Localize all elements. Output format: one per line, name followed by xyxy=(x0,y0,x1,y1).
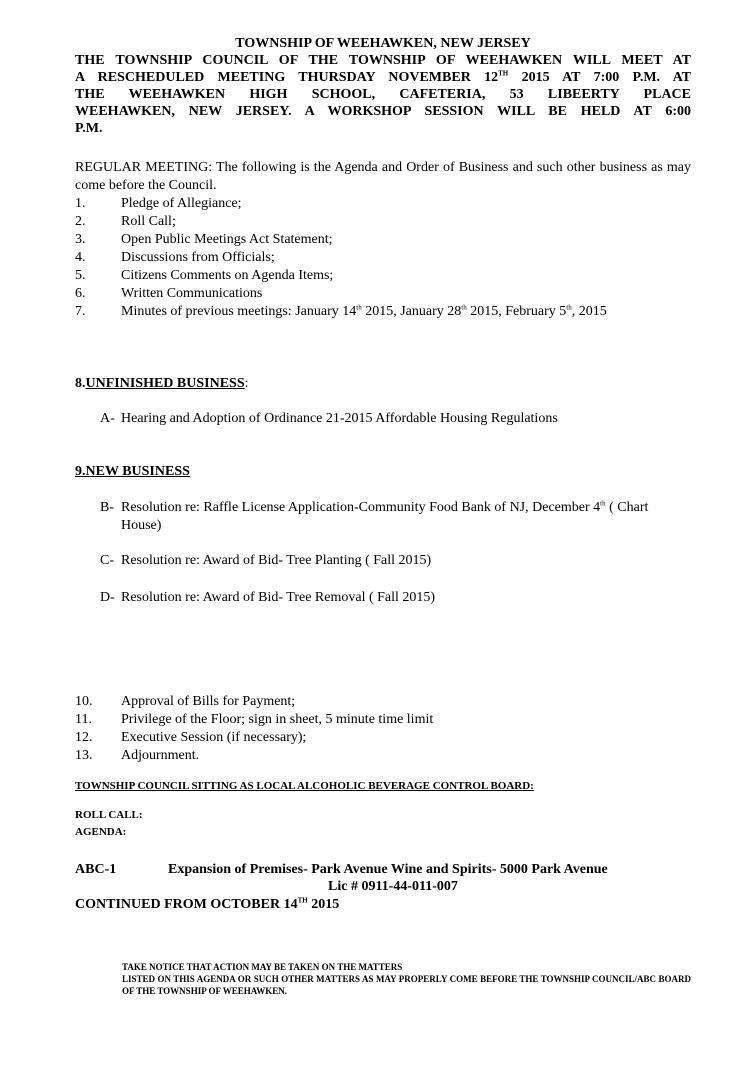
item-text: Written Communications xyxy=(121,286,263,301)
item-number: 10. xyxy=(75,694,93,709)
ordinal-sup: th xyxy=(566,303,572,312)
notice-line-4: WEEHAWKEN, NEW JERSEY. A WORKSHOP SESSION WILL BE HELD AT 6:00 xyxy=(75,104,691,119)
notice-line-2-rest: 2015 AT 7:00 P.M. AT xyxy=(508,70,691,85)
footer-line-1: TAKE NOTICE THAT ACTION MAY BE TAKEN ON THE MATTERS xyxy=(122,962,403,972)
notice-line-3: THE WEEHAWKEN HIGH SCHOOL, CAFETERIA, 53 LIBEERTY PLACE xyxy=(75,87,691,102)
minutes-text: Minutes of previous meetings: January 14 xyxy=(121,304,357,319)
minutes-text: , 2015 xyxy=(571,304,607,319)
item-text: Open Public Meetings Act Statement; xyxy=(121,232,333,247)
unfinished-business-heading xyxy=(75,375,249,393)
item-label: A- xyxy=(100,411,115,426)
section-title: UNFINISHED BUSINESS xyxy=(85,376,245,391)
section-number: 8. xyxy=(75,376,86,391)
section-title: NEW BUSINESS xyxy=(85,464,190,479)
item-number: 6. xyxy=(75,286,86,301)
document-title: TOWNSHIP OF WEEHAWKEN, NEW JERSEY xyxy=(235,36,531,51)
item-number: 5. xyxy=(75,268,86,283)
item-number: 12. xyxy=(75,730,93,745)
new-business-item-d xyxy=(75,589,691,607)
footer-notice xyxy=(122,961,691,997)
meeting-notice xyxy=(75,52,691,137)
item-number: 3. xyxy=(75,232,86,247)
item-text: Resolution re: Award of Bid- Tree Removal ( Fall 2015) xyxy=(121,590,436,605)
item-text: Approval of Bills for Payment; xyxy=(121,694,296,709)
item-number: 2. xyxy=(75,214,86,229)
item-text: Adjournment. xyxy=(121,748,200,763)
section-number: 9. xyxy=(75,464,86,479)
new-business-heading xyxy=(75,463,190,481)
item-text: Resolution re: Award of Bid- Tree Planting ( Fall 2015) xyxy=(121,553,432,568)
item-text: Roll Call; xyxy=(121,214,176,229)
new-business-item-b xyxy=(75,499,691,535)
item-label: C- xyxy=(100,553,114,568)
license-number: Lic # 0911-44-011-007 xyxy=(328,879,458,894)
item-number: 4. xyxy=(75,250,86,265)
notice-line-5: P.M. xyxy=(75,121,103,136)
new-business-item-c xyxy=(75,552,691,570)
ordinal-sup: th xyxy=(600,499,606,508)
continued-from xyxy=(75,896,339,913)
item-text: Discussions from Officials; xyxy=(121,250,275,265)
continued-year: 2015 xyxy=(307,897,340,912)
item-text: Citizens Comments on Agenda Items; xyxy=(121,268,334,283)
minutes-text: 2015, February 5 xyxy=(466,304,567,319)
item-number: 1. xyxy=(75,196,86,211)
unfinished-item-a xyxy=(75,410,691,428)
item-text xyxy=(121,303,607,321)
footer-line-2: LISTED ON THIS AGENDA OR SUCH OTHER MATTERS AS MAY PROPERLY COME BEFORE THE TOWNSHIP COUNCIL/ABC BOARD OF THE TOWNSHIP OF WEEHAWKEN. xyxy=(122,974,691,996)
regular-meeting-intro: REGULAR MEETING: The following is the Agenda and Order of Business and such other business as may come before the Council. xyxy=(75,160,691,193)
abc-1-label: ABC-1 xyxy=(75,862,117,877)
item-text: Pledge of Allegiance; xyxy=(121,196,242,211)
ordinal-sup: th xyxy=(356,303,362,312)
ordinal-sup: TH xyxy=(297,896,308,905)
abc-board-heading: TOWNSHIP COUNCIL SITTING AS LOCAL ALCOHOLIC BEVERAGE CONTROL BOARD: xyxy=(75,780,534,792)
roll-call-label: ROLL CALL: xyxy=(75,809,143,821)
agenda-label: AGENDA: xyxy=(75,826,127,838)
item-label: B- xyxy=(100,500,114,515)
item-b-rest: ( Chart House) xyxy=(121,500,649,533)
item-b-text: Resolution re: Raffle License Application-Community Food Bank of NJ, December 4 xyxy=(121,500,601,515)
item-text: Executive Session (if necessary); xyxy=(121,730,307,745)
notice-line-2-text: A RESCHEDULED MEETING THURSDAY NOVEMBER 12 xyxy=(75,70,499,85)
notice-line-1: THE TOWNSHIP COUNCIL OF THE TOWNSHIP OF WEEHAWKEN WILL MEET AT xyxy=(75,53,691,68)
minutes-text: 2015, January 28 xyxy=(361,304,462,319)
abc-1-description: Expansion of Premises- Park Avenue Wine and Spirits- 5000 Park Avenue xyxy=(168,862,608,877)
item-number: 13. xyxy=(75,748,93,763)
item-text: Privilege of the Floor; sign in sheet, 5 minute time limit xyxy=(121,712,434,727)
continued-text: CONTINUED FROM OCTOBER 14 xyxy=(75,897,298,912)
item-number: 11. xyxy=(75,712,92,727)
item-number: 7. xyxy=(75,304,86,319)
ordinal-sup: th xyxy=(461,303,467,312)
item-label: D- xyxy=(100,590,115,605)
item-text: Hearing and Adoption of Ordinance 21-2015 Affordable Housing Regulations xyxy=(121,411,558,426)
notice-superscript: TH xyxy=(498,69,509,78)
item-text xyxy=(121,499,691,535)
notice-line-2 xyxy=(75,69,691,86)
section-colon: : xyxy=(244,376,249,391)
